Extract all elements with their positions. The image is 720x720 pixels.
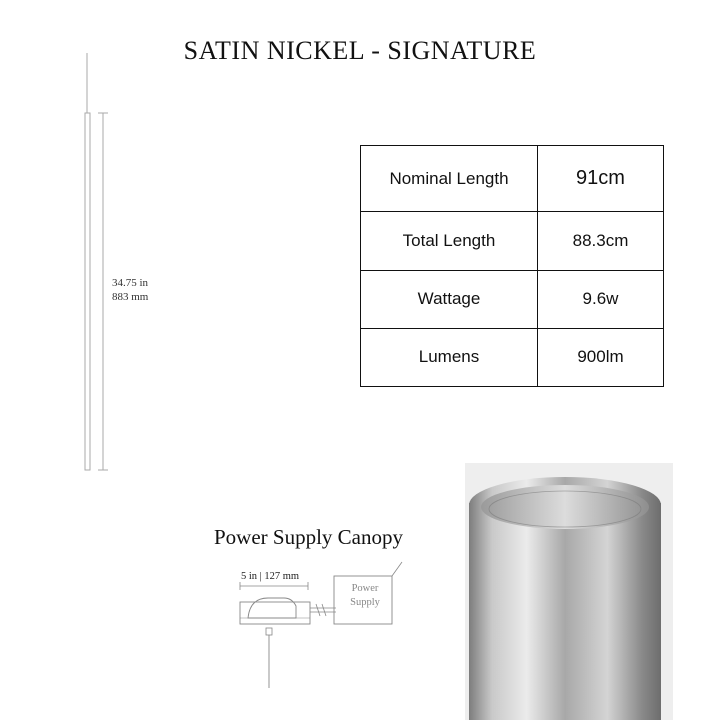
spec-value: 9.6w [538, 270, 664, 328]
table-row [361, 328, 664, 386]
page-title: SATIN NICKEL - SIGNATURE [183, 36, 537, 65]
length-inches: 34.75 in [112, 277, 149, 289]
canopy-dimension: 5 in | 127 mm [241, 571, 300, 582]
pendant-length-label [112, 276, 148, 304]
power-supply-label [338, 582, 392, 610]
spec-label: Wattage [361, 270, 538, 328]
canopy-drawing [230, 558, 410, 693]
tube-body [469, 503, 661, 720]
table-row [361, 212, 664, 270]
spec-label: Nominal Length [361, 146, 538, 212]
spec-label: Lumens [361, 328, 538, 386]
table-row [361, 270, 664, 328]
spec-value: 91cm [538, 146, 664, 212]
length-mm: 883 mm [112, 291, 149, 303]
canopy-title: Power Supply Canopy [214, 525, 403, 549]
table-row [361, 146, 664, 212]
spec-value: 88.3cm [538, 212, 664, 270]
product-photo [465, 463, 673, 720]
tube-opening [481, 485, 649, 529]
power-supply-line2: Supply [350, 597, 380, 608]
spec-table [360, 145, 664, 387]
pendant-tube [85, 113, 90, 470]
pendant-drawing [60, 45, 180, 480]
canopy-body [240, 602, 310, 624]
spec-value: 900lm [538, 328, 664, 386]
power-supply-line1: Power [351, 583, 379, 594]
spec-label: Total Length [361, 212, 538, 270]
